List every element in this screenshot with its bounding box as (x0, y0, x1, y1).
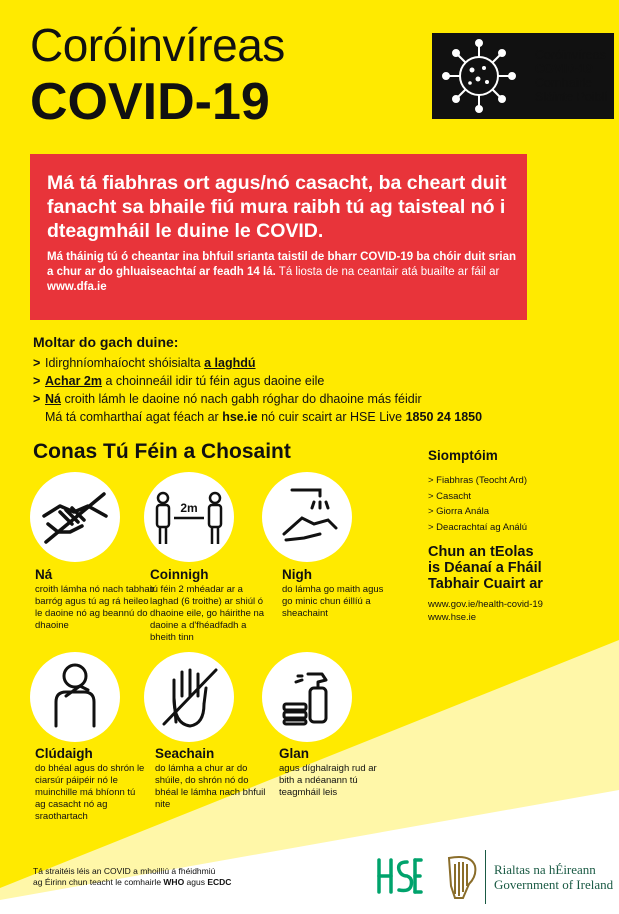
gov-ireland-logo (494, 862, 613, 892)
advice-item (33, 354, 513, 372)
cleaning-spray-icon (262, 652, 352, 742)
harp-emblem-icon (441, 852, 481, 904)
tip-body: do lámha a chur ar do shúile, do shrón nó do bhéal le lámha nach bhfuil nite (155, 763, 266, 810)
more-info-section (428, 544, 613, 624)
hse-website-link[interactable]: www.hse.ie (428, 612, 477, 623)
advice-item (33, 390, 513, 408)
advice-text: Má tá comharthaí agat féach ar (45, 410, 223, 424)
title-coroinvireas: Coróinvíreas (30, 19, 285, 71)
alert-sub-normal: Tá liosta de na ceantair atá buailte ar fáil ar (275, 266, 500, 278)
tip-body: do lámha go maith agus go minic chun éillíú a sheachaint (282, 584, 384, 619)
advice-emphasis: Ná (45, 392, 61, 406)
arrow-icon: > (33, 356, 41, 370)
arrow-icon: > (33, 392, 41, 406)
distance-icon (144, 472, 234, 562)
brand-line2: COVID-19 (535, 62, 593, 76)
dfa-link[interactable]: www.dfa.ie (47, 281, 107, 293)
hse-live-phone[interactable]: 1850 24 1850 (405, 410, 483, 424)
advice-emphasis: a laghdú (204, 356, 256, 370)
tip-handshake (35, 567, 155, 632)
brand-line1: Coróinvíreas (535, 48, 606, 62)
symptom-item: > Casacht (428, 490, 472, 502)
advice-text: nó cuir scairt ar HSE Live (257, 410, 406, 424)
alert-subtext (47, 250, 517, 295)
advice-section (33, 334, 513, 426)
symptoms-section (428, 448, 613, 535)
hse-logo (373, 852, 423, 900)
advice-text: Idirghníomhaíocht shóisialta (45, 356, 205, 370)
footnote-line1: Tá straitéis léis an COVID a mhoilliú á fhéidhmiú (33, 866, 216, 876)
alert-sub-bold: Má tháinig tú ó cheantar ina bhfuil srianta taistil de bharr COVID-19 ba chóir duit srian a chur ar do ghluaiseachtaí ar feadh 14 lá. (47, 251, 517, 278)
advice-item (33, 372, 513, 390)
distance-label: 2m (180, 501, 198, 515)
symptom-item: > Giorra Anála (428, 506, 489, 517)
advice-title: Moltar do gach duine: (33, 334, 179, 350)
footnote-line2 (33, 877, 293, 888)
tip-heading: Clúdaigh (35, 746, 93, 761)
footnote-text: agus (184, 877, 208, 887)
gov-line-irish: Rialtas na hÉireann (494, 862, 596, 877)
hse-link[interactable]: hse.ie (222, 410, 258, 424)
ecdc-label: ECDC (207, 877, 232, 887)
tip-heading: Glan (279, 746, 310, 761)
tip-distance (150, 567, 272, 644)
brand-line4: Sláinte Poiblí (535, 90, 608, 104)
virus-icon (432, 33, 526, 119)
gov-health-link[interactable]: www.gov.ie/health-covid-19 (428, 599, 543, 610)
more-info-title-line3: Tabhair Cuairt ar (428, 576, 543, 592)
alert-box (30, 154, 527, 320)
tip-body: croith lámha nó nach tabhair barróg agus tú ag rá heileo le daoine nó ag beannú do dhaoine (35, 584, 155, 631)
symptom-item: > Deacrachtaí ag Análú (428, 521, 528, 533)
tip-heading: Nigh (282, 567, 312, 582)
brand-line3: Comhairle (535, 76, 592, 90)
tip-body: tú féin 2 mhéadar ar a laghad (6 troithe) ar shiúl ó dhaoine eile, go háirithe na daoine a d'fhéadfadh a bheith tinn (150, 584, 265, 643)
tip-body: agus díghalraigh rud ar bith a ndéanann tú teagmháil leis (279, 763, 377, 798)
advice-item (33, 408, 513, 426)
cough-icon (30, 652, 120, 742)
tip-body: do bhéal agus do shrón le ciarsúr páipéir nó le muinchille má bhíonn tú ag casacht nó ag sraothartach (35, 763, 145, 822)
arrow-icon: > (33, 374, 41, 388)
alert-headline: Má tá fiabhras ort agus/nó casacht, ba cheart duit fanacht sa bhaile fiú mura raibh tú ag taisteal nó i dteagmháil le duine le COVID. (47, 172, 507, 242)
tip-no-touch (155, 746, 267, 811)
tip-cough (35, 746, 147, 823)
gov-line-english: Government of Ireland (494, 877, 614, 892)
advice-emphasis: Achar 2m (45, 374, 102, 388)
protect-title: Conas Tú Féin a Chosaint (33, 440, 291, 463)
gov-divider (485, 850, 486, 904)
tip-cleaning (279, 746, 389, 799)
tip-heading: Ná (35, 567, 53, 582)
footnote-text: ag Éirinn chun teacht le comhairle (33, 877, 164, 887)
handshake-icon (30, 472, 120, 562)
more-info-title-line2: is Déanaí a Fháil (428, 560, 542, 576)
tip-handwash (282, 567, 392, 620)
advice-text: a choinneáil idir tú féin agus daoine eile (101, 374, 325, 388)
symptom-item: > Fiabhras (Teocht Ard) (428, 475, 528, 486)
title-covid19: COVID-19 (30, 73, 270, 131)
brand-text (535, 48, 608, 104)
tip-heading: Seachain (155, 746, 215, 761)
more-info-title-line1: Chun an tEolas (428, 544, 534, 560)
tip-heading: Coinnigh (150, 567, 209, 582)
who-label: WHO (163, 877, 185, 887)
advice-text: croith lámh le daoine nó nach gabh róghar do dhaoine más féidir (60, 392, 422, 406)
handwash-icon (262, 472, 352, 562)
footnote (33, 866, 293, 888)
symptoms-title: Siomptóim (428, 448, 498, 463)
no-touch-icon (144, 652, 234, 742)
